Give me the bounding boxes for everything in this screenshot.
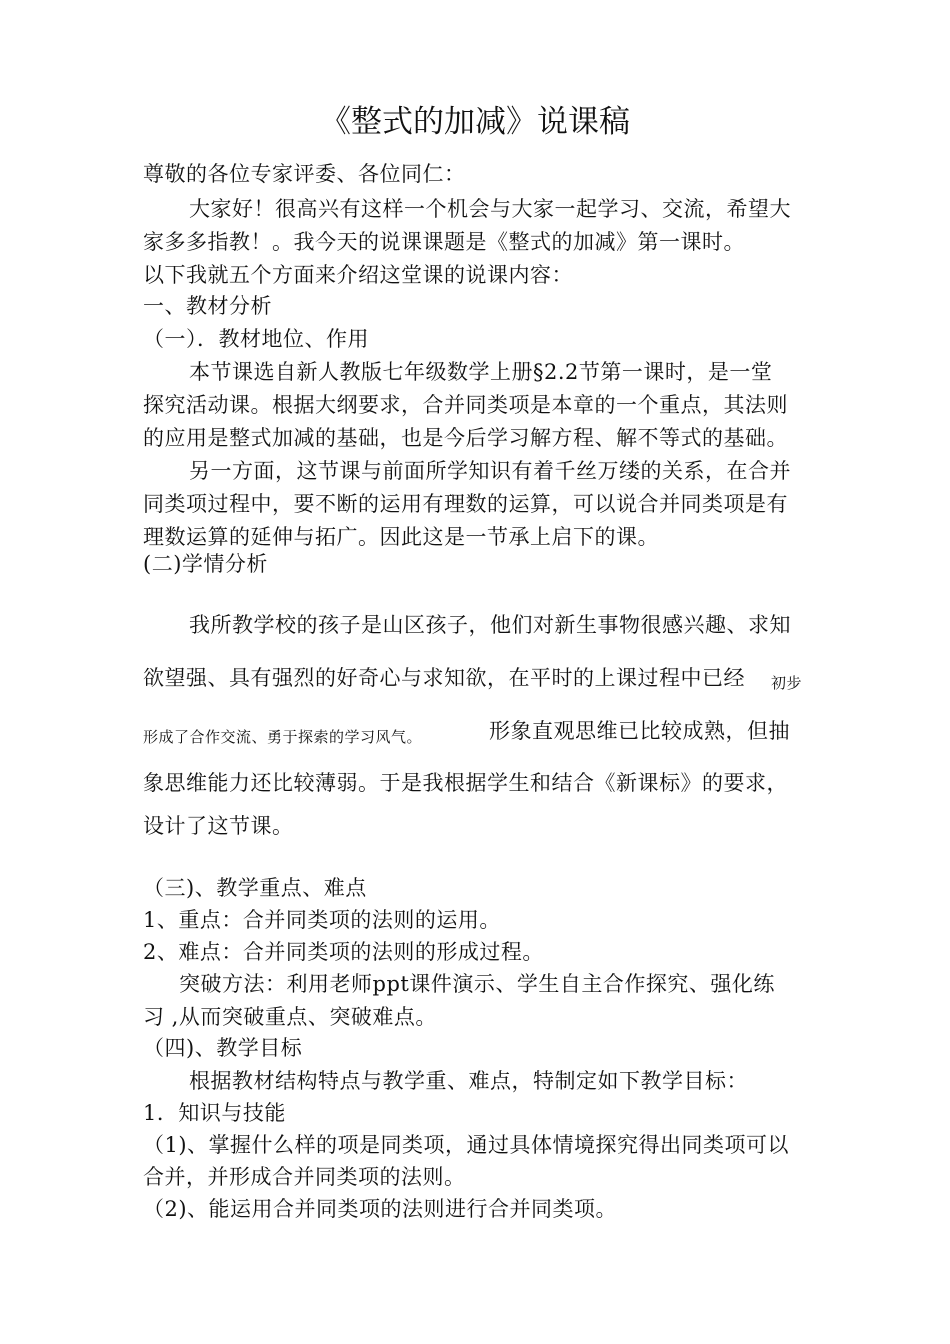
subsection-heading: （三)、教学重点、难点 [143, 876, 367, 900]
difficulty-point: 2、难点：合并同类项的法则的形成过程。 [143, 940, 544, 964]
paragraph-line: 象思维能力还比较薄弱。于是我根据学生和结合《新课标》的要求， [143, 771, 788, 795]
subsection-heading: （一）．教材地位、作用 [143, 327, 369, 351]
paragraph-line: 欲望强、具有强烈的好奇心与求知欲，在平时的上课过程中已经 [143, 666, 745, 690]
paragraph-line: 根据教材结构特点与教学重、难点，特制定如下教学目标： [189, 1069, 748, 1093]
paragraph-line: 本节课选自新人教版七年级数学上册§2.2节第一课时，是一堂 [189, 360, 773, 384]
paragraph-line: 合并，并形成合并同类项的法则。 [143, 1165, 466, 1189]
paragraph-line: （2)、能运用合并同类项的法则进行合并同类项。 [143, 1197, 618, 1221]
paragraph-line: 的应用是整式加减的基础，也是今后学习解方程、解不等式的基础。 [143, 426, 788, 450]
intro-line: 以下我就五个方面来介绍这堂课的说课内容： [143, 263, 573, 287]
key-point: 1、重点：合并同类项的法则的运用。 [143, 908, 501, 932]
paragraph-line: 形象直观思维已比较成熟，但抽 [489, 719, 790, 743]
subsection-heading: （四)、教学目标 [143, 1036, 303, 1060]
list-item-heading: 1．知识与技能 [143, 1101, 286, 1125]
paragraph-line: 探究活动课。根据大纲要求，合并同类项是本章的一个重点，其法则 [143, 393, 788, 417]
paragraph-line-small: 形成了合作交流、勇于探索的学习风气。 [143, 728, 423, 746]
paragraph-line: 设计了这节课。 [143, 814, 294, 838]
greeting: 尊敬的各位专家评委、各位同仁： [143, 162, 466, 186]
subsection-heading: (二)学情分析 [143, 552, 268, 576]
paragraph-line: 我所教学校的孩子是山区孩子，他们对新生事物很感兴趣、求知 [189, 613, 791, 637]
paragraph-line: 另一方面，这节课与前面所学知识有着千丝万缕的关系，在合并 [189, 459, 791, 483]
section-heading: 一、教材分析 [143, 294, 272, 318]
paragraph-line: 同类项过程中，要不断的运用有理数的运算，可以说合并同类项是有 [143, 492, 788, 516]
paragraph-line: 理数运算的延伸与拓广。因此这是一节承上启下的课。 [143, 525, 659, 549]
paragraph-line: （1)、掌握什么样的项是同类项，通过具体情境探究得出同类项可以 [143, 1133, 790, 1157]
intro-line: 家多多指教！。我今天的说课课题是《整式的加减》第一课时。 [143, 230, 745, 254]
paragraph-line-small: 初步 [771, 674, 803, 692]
document-title: 《整式的加减》说课稿 [320, 104, 630, 140]
intro-line: 大家好！很高兴有这样一个机会与大家一起学习、交流，希望大 [189, 197, 791, 221]
paragraph-line: 习 ,从而突破重点、突破难点。 [143, 1005, 437, 1029]
paragraph-line: 突破方法：利用老师ppt课件演示、学生自主合作探究、强化练 [179, 972, 775, 996]
